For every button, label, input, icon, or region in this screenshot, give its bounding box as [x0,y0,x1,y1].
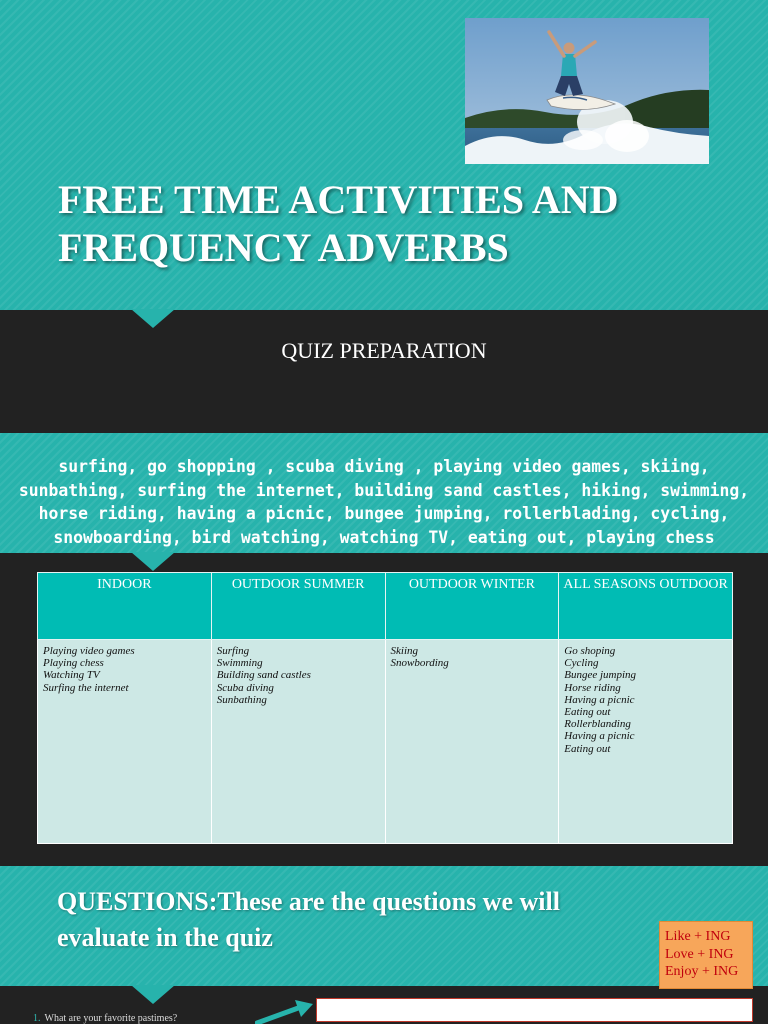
list-item: Playing video games [43,645,135,657]
questions-heading: QUESTIONS:These are the questions we will evaluate in the quiz [57,887,560,952]
list-item: Go shoping [564,645,616,657]
activities-list: surfing, go shopping , scuba diving , playing video games, skiing, sunbathing, surfing the internet, building sand castles, hiking, swimming, horse riding, having a picnic, bungee jumping, rollerblading, cycling, snowboarding, bird watching, watching TV, eating out, playing chess [18,457,750,547]
list-item: Cycling [564,657,599,670]
header-outdoor-winter: OUTDOOR WINTER [385,573,559,640]
activities-table [37,572,733,844]
list-item: Scuba diving [216,681,274,694]
list-item: Surfing [216,645,250,657]
list-item: Playing chess [43,657,104,670]
section-notch [131,552,175,571]
surfer-photo [465,18,709,164]
cell-indoor [38,640,212,844]
list-item: Having a picnic [564,730,635,743]
note-line: Love + ING [665,946,734,962]
list-item: Eating out [564,742,611,755]
list-item: Sunbathing [216,693,267,706]
header-indoor: INDOOR [38,573,212,640]
question-number: 1. [33,1013,41,1024]
question-text: What are your favorite pastimes? [44,1013,178,1024]
note-line: Enjoy + ING [665,964,739,979]
section-notch [131,309,175,328]
table-header-row [38,573,733,640]
list-item: Surfing the internet [43,681,129,694]
cell-outdoor-summer [211,640,385,844]
note-line: Like + ING [665,929,731,944]
subtitle: QUIZ PREPARATION [281,338,487,363]
list-item: Skiing [390,645,418,657]
section-notch [131,985,175,1004]
list-item: Watching TV [43,669,100,682]
answer-box[interactable] [316,998,753,1022]
question-item [33,1013,177,1024]
grammar-note [659,921,753,989]
header-outdoor-summer: OUTDOOR SUMMER [211,573,385,640]
list-item: Swimming [216,657,263,670]
table-row [38,640,733,844]
list-item: Building sand castles [216,669,311,682]
list-item: Rollerblanding [564,718,631,731]
cell-all-seasons-outdoor [559,640,733,844]
cell-outdoor-winter [385,640,559,844]
list-item: Snowbording [390,657,449,670]
subtitle-band [0,310,768,433]
arrow-right-icon [255,999,315,1024]
list-item: Horse riding [564,681,621,694]
list-item: Having a picnic [564,693,635,706]
page-title: FREE TIME ACTIVITIES AND FREQUENCY ADVERBS [58,177,619,270]
list-item: Eating out [564,706,611,719]
header-all-seasons-outdoor: ALL SEASONS OUTDOOR [559,573,733,640]
list-item: Bungee jumping [564,669,637,682]
